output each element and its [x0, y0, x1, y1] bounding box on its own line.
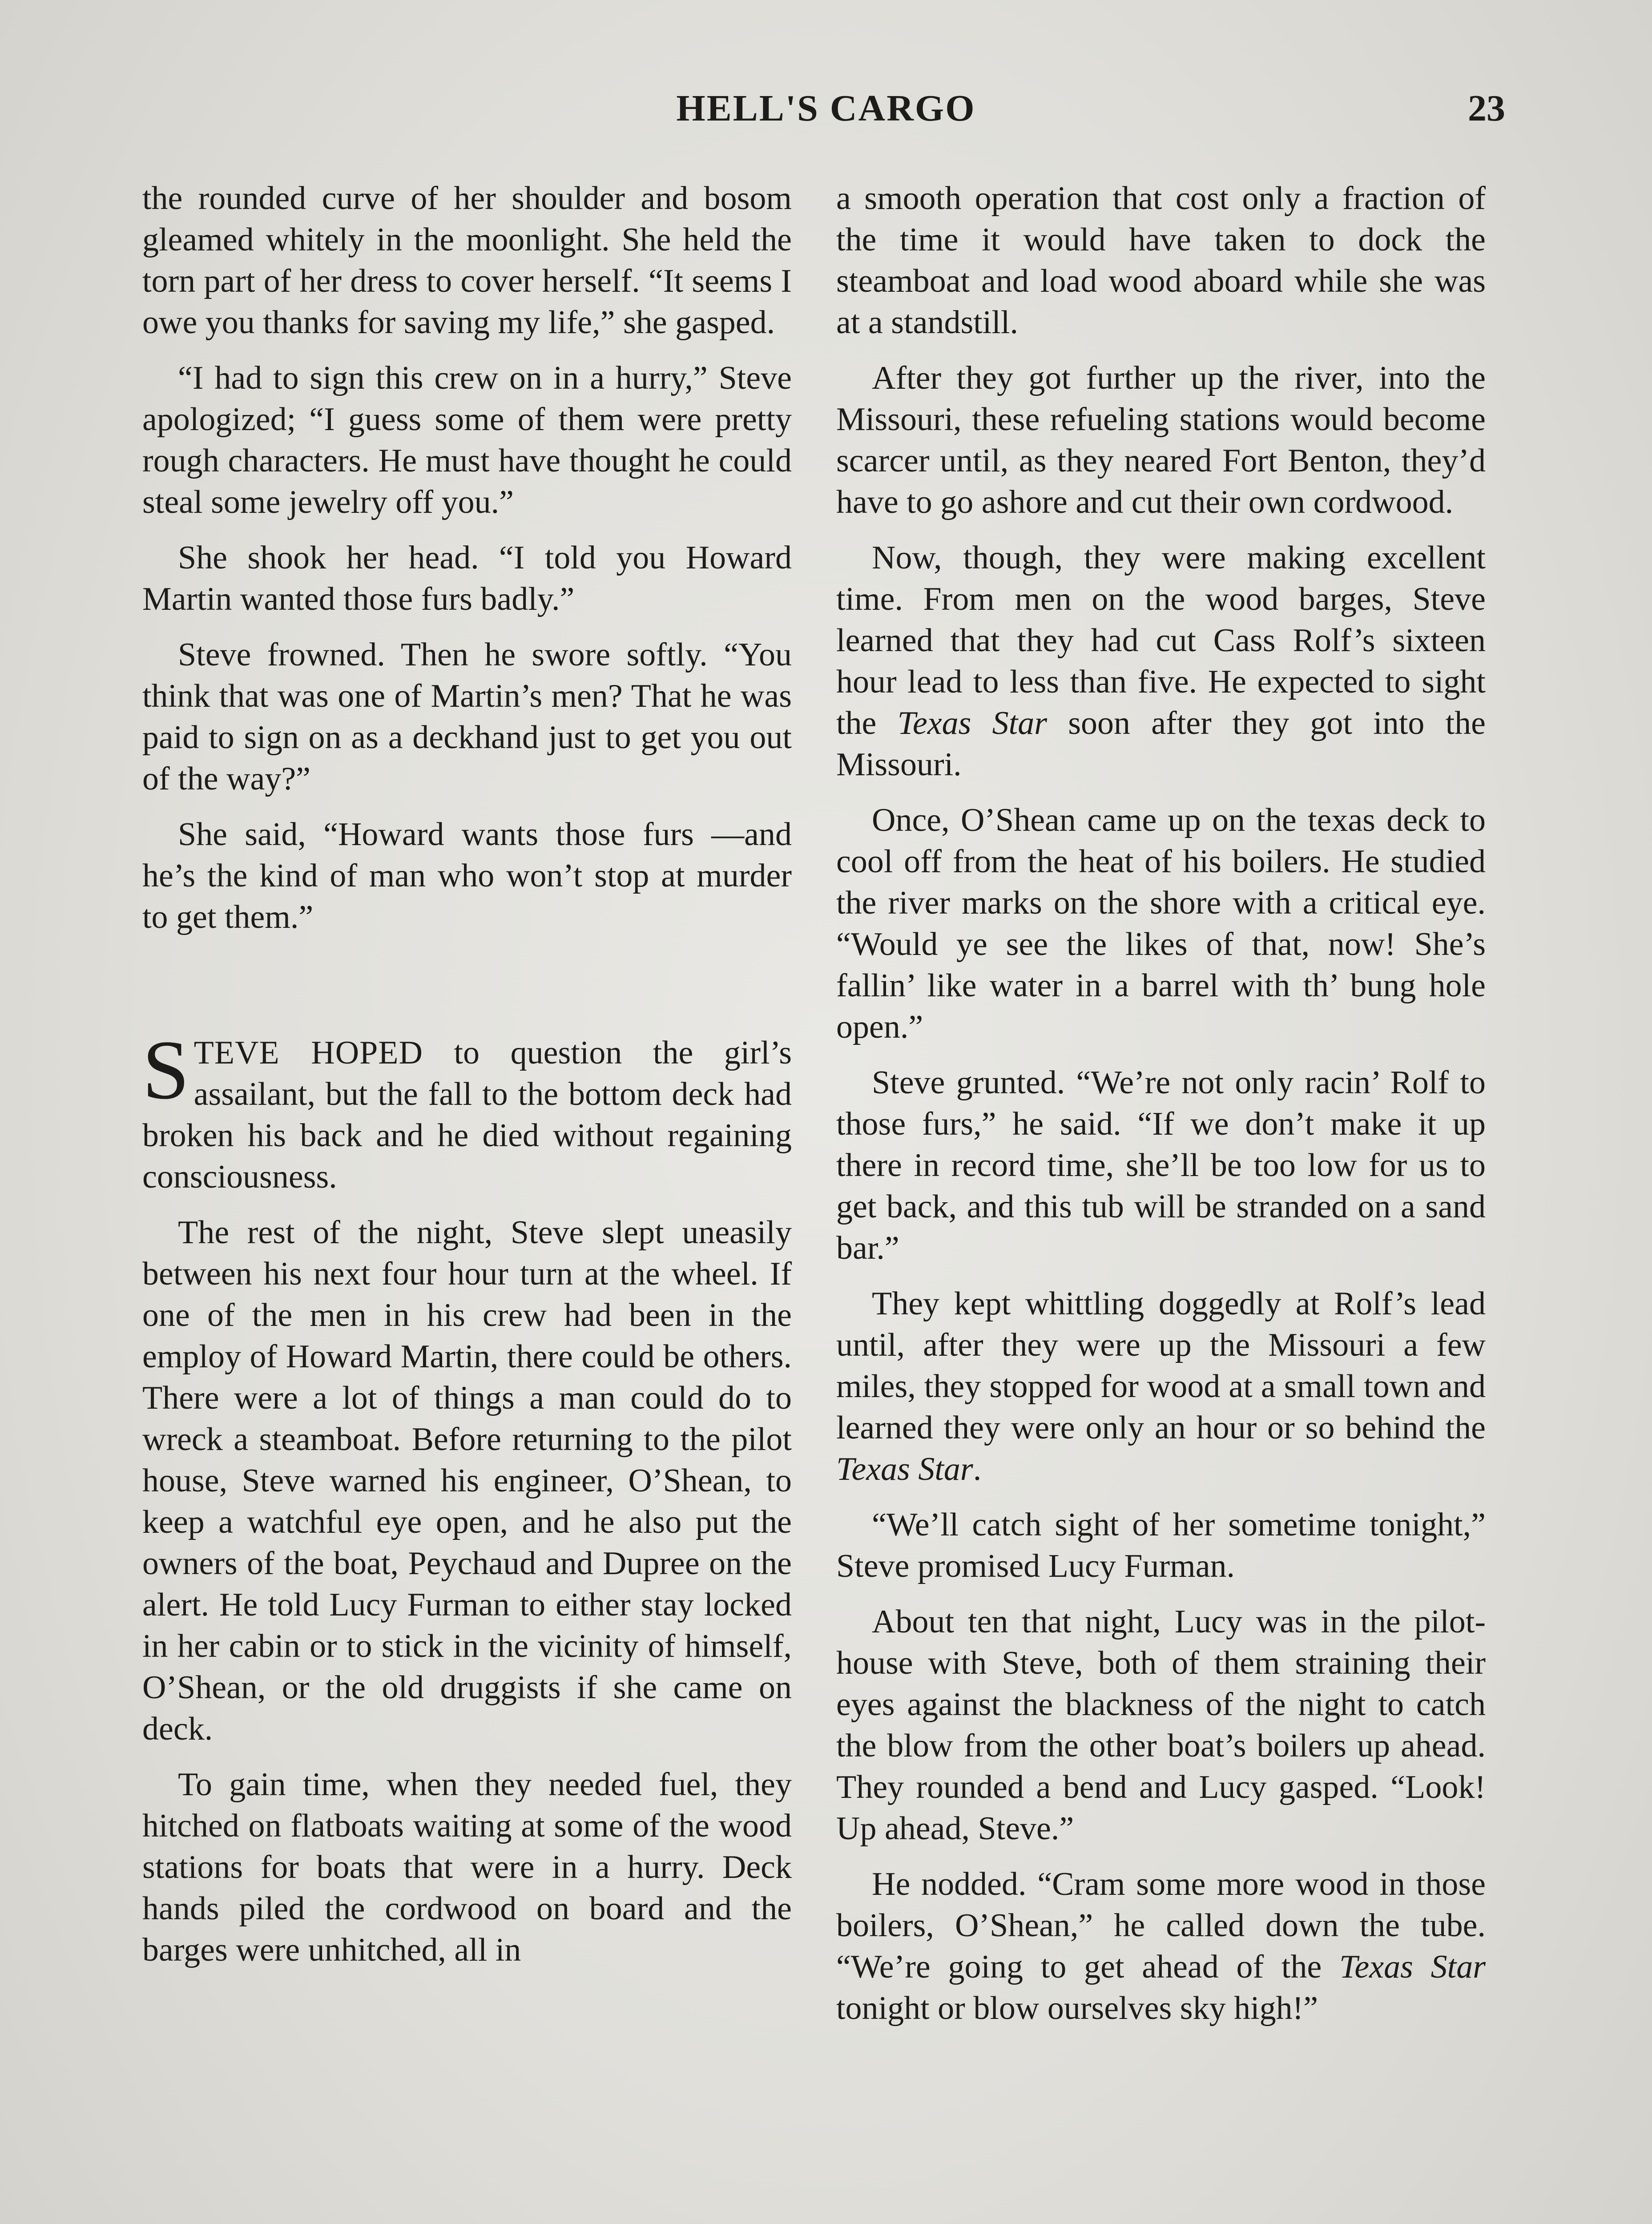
paragraph: “I had to sign this crew on in a hurry,” Steve apologized; “I guess some of them were pretty rough characters. He must have thought he could steal some jewelry off you.”	[142, 360, 792, 520]
page-header	[147, 87, 1505, 136]
paragraph: Steve frowned. Then he swore softly. “You think that was one of Martin’s men? That he was paid to sign on as a deckhand just to get you out of the way?”	[142, 637, 792, 797]
paragraph: She shook her head. “I told you Howard Martin wanted those furs badly.”	[142, 540, 792, 617]
paragraph	[836, 537, 1486, 786]
lead-in: TEVE HOPED	[193, 1035, 423, 1071]
paragraph-text: He nodded. “Cram some more wood in those boilers, O’Shean,” he called down the tube. “We’re going to get ahead of the	[836, 1866, 1486, 1985]
running-title: HELL'S CARGO	[676, 88, 976, 129]
page-number: 23	[1468, 88, 1505, 129]
paragraph-text: soon after they got into the Missouri.	[836, 705, 1486, 783]
paragraph: After they got further up the river, into the Missouri, these refueling stations would become scarcer until, as they neared Fort Benton, they’d have to go ashore and cut their own cordwood.	[836, 360, 1486, 520]
paragraph: She said, “Howard wants those furs —and he’s the kind of man who won’t stop at murder to get them.”	[142, 816, 792, 935]
paragraph: “We’ll catch sight of her sometime tonight,” Steve promised Lucy Furman.	[836, 1507, 1486, 1584]
drop-cap: S	[142, 1023, 189, 1117]
ship-name: Texas Star	[836, 1451, 973, 1487]
text-columns	[142, 178, 1495, 2224]
paragraph	[836, 1864, 1486, 2029]
ship-name: Texas Star	[1339, 1949, 1486, 1985]
left-column	[142, 178, 792, 1985]
section-opening-paragraph	[142, 1023, 792, 1198]
paragraph: the rounded curve of her shoulder and bosom gleamed whitely in the moonlight. She held the torn part of her dress to cover herself. “It seems I owe you thanks for saving my life,” she gasped.	[142, 180, 792, 341]
paragraph: About ten that night, Lucy was in the pilot-house with Steve, both of them straining their eyes against the blackness of the night to catch the blow from the other boat’s boilers up ahead. They rounded a bend and Lucy gasped. “Look! Up ahead, Steve.”	[836, 1604, 1486, 1847]
paragraph-text: .	[973, 1451, 982, 1487]
paragraph	[836, 1283, 1486, 1490]
section-break	[142, 952, 792, 1032]
paragraph: Once, O’Shean came up on the texas deck to cool off from the heat of his boilers. He studied the river marks on the shore with a critical eye. “Would ye see the likes of that, now! She’s fallin’ like water in a barrel with th’ bung hole open.”	[836, 802, 1486, 1045]
right-column	[836, 178, 1486, 2043]
paragraph-text: They kept whittling doggedly at Rolf’s lead until, after they were up the Missouri a few miles, they stopped for wood at a small town and learned they were only an hour or so behind the	[836, 1285, 1486, 1446]
paragraph-text: Now, though, they were making excellent time. From men on the wood barges, Steve learned that they had cut Cass Rolf’s sixteen hour lead to less than five. He expected to sight the	[836, 540, 1486, 741]
paragraph-text: to question the girl’s assailant, but the fall to the bottom deck had broken his back and he died without regaining consciousness.	[142, 1035, 792, 1195]
paragraph: a smooth operation that cost only a fraction of the time it would have taken to dock the steamboat and load wood aboard while she was at a standstill.	[836, 180, 1486, 341]
paragraph: The rest of the night, Steve slept uneasily between his next four hour turn at the wheel. If one of the men in his crew had been in the employ of Howard Martin, there could be others. There were a lot of things a man could do to wreck a steamboat. Before returning to the pilot house, Steve warned his engineer, O’Shean, to keep a watchful eye open, and he also put the owners of the boat, Peychaud and Dupree on the alert. He told Lucy Furman to either stay locked in her cabin or to stick in the vicinity of himself, O’Shean, or the old druggists if she came on deck.	[142, 1214, 792, 1747]
ship-name: Texas Star	[897, 705, 1048, 741]
paragraph: To gain time, when they needed fuel, they hitched on flatboats waiting at some of the wood stations for boats that were in a hurry. Deck hands piled the cordwood on board and the barges were unhitched, all in	[142, 1766, 792, 1968]
paragraph-text: tonight or blow ourselves sky high!”	[836, 1990, 1318, 2027]
paragraph: Steve grunted. “We’re not only racin’ Rolf to those furs,” he said. “If we don’t make it up there in record time, she’ll be too low for us to get back, and this tub will be stranded on a sand bar.”	[836, 1064, 1486, 1266]
